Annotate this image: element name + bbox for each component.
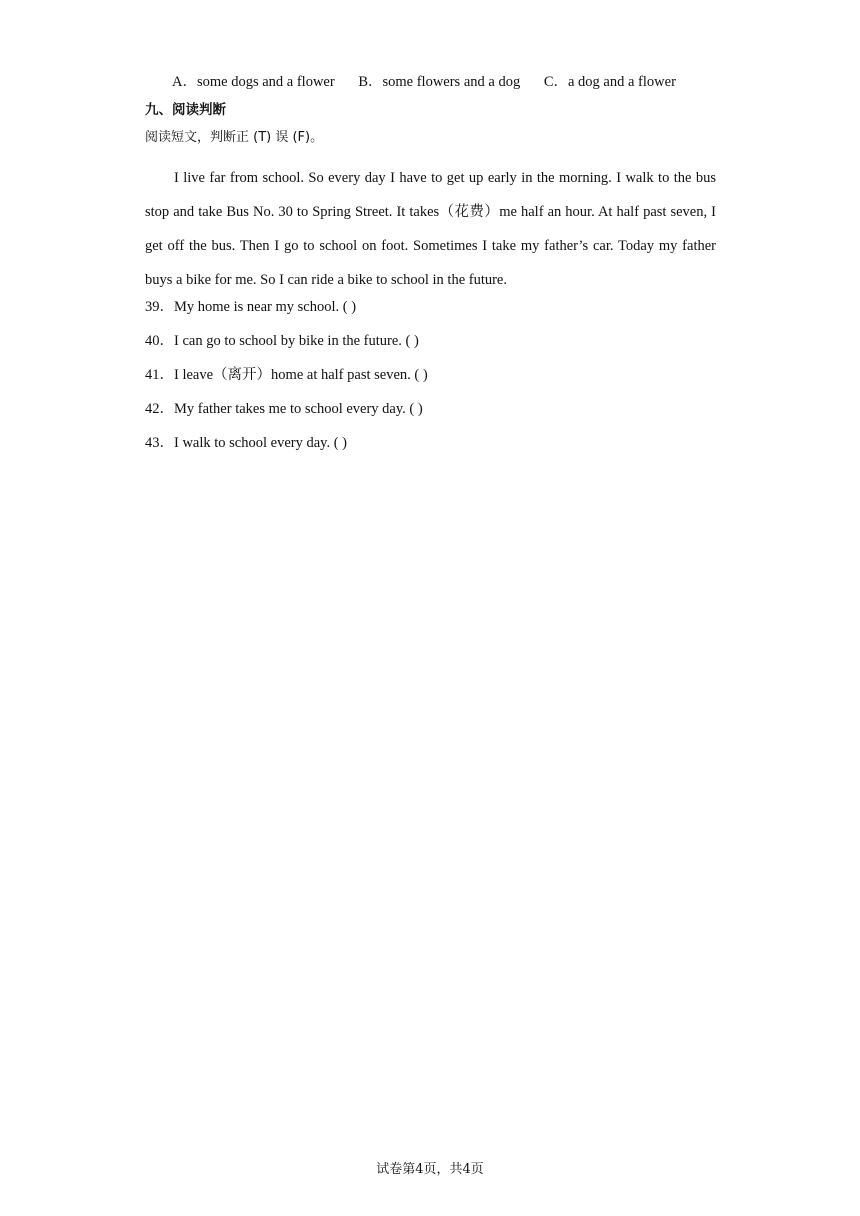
question-43: 43．I walk to school every day. ( ) [145,435,348,451]
previous-question-options [172,72,676,92]
section-instruction: 阅读短文，判断正 (T) 误 (F)。 [145,130,324,145]
question-41: 41．I leave（离开）home at half past seven. ( ) [145,367,428,383]
option-a: A．some dogs and a flower [172,74,335,90]
question-39: 39．My home is near my school. ( ) [145,299,357,315]
question-40: 40．I can go to school by bike in the future. ( ) [145,333,419,349]
page-footer: 试卷第4页，共4页 [376,1162,484,1177]
question-42: 42．My father takes me to school every day. ( ) [145,401,423,417]
section-title: 九、阅读判断 [145,102,226,118]
option-c: C．a dog and a flower [543,74,676,90]
option-b: B．some flowers and a dog [358,74,521,90]
reading-passage: I live far from school. So every day I have to get up early in the morning. I walk to the bus stop and take Bus No. 30 to Spring Street. It takes（花费）me half an hour. At half past seven, I get off the bus. Then I go to school on foot. Sometimes I take my father’s car. Today my father buys a bike for me. So I can ride a bike to school in the future. [145,170,716,288]
